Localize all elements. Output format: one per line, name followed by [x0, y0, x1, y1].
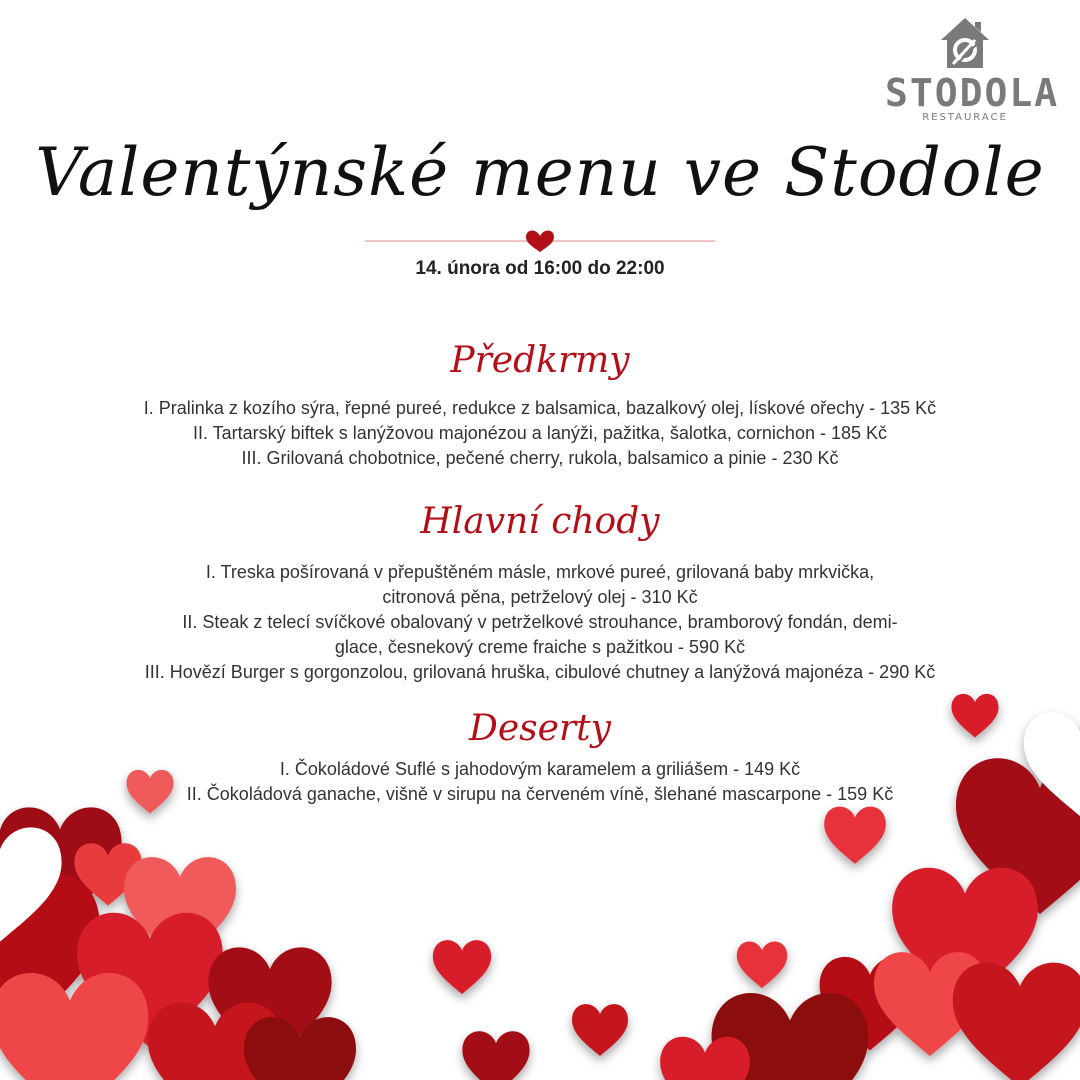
heart-icon: [0, 973, 148, 1080]
menu-item: II. Steak z telecí svíčkové obalovaný v petrželkové strouhance, bramborový fondán, demi-glace, česnekový creme fraiche s pažitkou - 590 Kč: [182, 612, 898, 657]
heart-icon: [953, 963, 1080, 1080]
mains-list: [60, 560, 1020, 685]
menu-item: III. Grilovaná chobotnice, pečené cherry, rukola, balsamico a pinie - 230 Kč: [241, 448, 839, 468]
section-heading-starters: Předkrmy: [450, 340, 630, 381]
section-heading-desserts: Deserty: [469, 708, 611, 749]
menu-item: II. Čokoládová ganache, višně v sirupu na červeném víně, šlehané mascarpone - 159 Kč: [186, 784, 894, 804]
menu-item: I. Pralinka z kozího sýra, řepné pureé, redukce z balsamica, bazalkový olej, lískové ořechy - 135 Kč: [143, 398, 937, 418]
section-heading-mains: Hlavní chody: [420, 501, 660, 542]
heart-divider: [365, 228, 715, 252]
heart-icon: [737, 941, 787, 988]
brand-name: STODOLA: [885, 71, 1060, 115]
heart-icon: [433, 940, 491, 994]
menu-item: I. Treska pošírovaná v přepuštěném másle, mrkové pureé, grilovaná baby mrkvička, citronová pěna, petrželový olej - 310 Kč: [205, 562, 875, 607]
heart-icon: [462, 1031, 529, 1080]
starters-list: [60, 396, 1020, 471]
house-with-cutlery-icon: [937, 14, 993, 70]
desserts-list: [60, 757, 1020, 807]
brand-tagline: RESTAURACE: [922, 112, 1008, 123]
heart-icon: [526, 230, 554, 252]
heart-icon: [572, 1004, 628, 1056]
heart-icon: [660, 1037, 750, 1080]
menu-item: II. Tartarský biftek s lanýžovou majonézou a lanýži, pažitka, šalotka, cornichon - 185 Kč: [192, 423, 887, 443]
heart-icon: [824, 807, 886, 864]
page-title: Valentýnské menu ve Stodole: [35, 134, 1045, 211]
event-date: 14. února od 16:00 do 22:00: [415, 258, 665, 279]
menu-item: I. Čokoládové Suflé s jahodovým karamelem a griliášem - 149 Kč: [279, 759, 801, 779]
menu-item: III. Hovězí Burger s gorgonzolou, grilovaná hruška, cibulové chutney a lanýžová majonéza - 290 Kč: [144, 662, 936, 682]
